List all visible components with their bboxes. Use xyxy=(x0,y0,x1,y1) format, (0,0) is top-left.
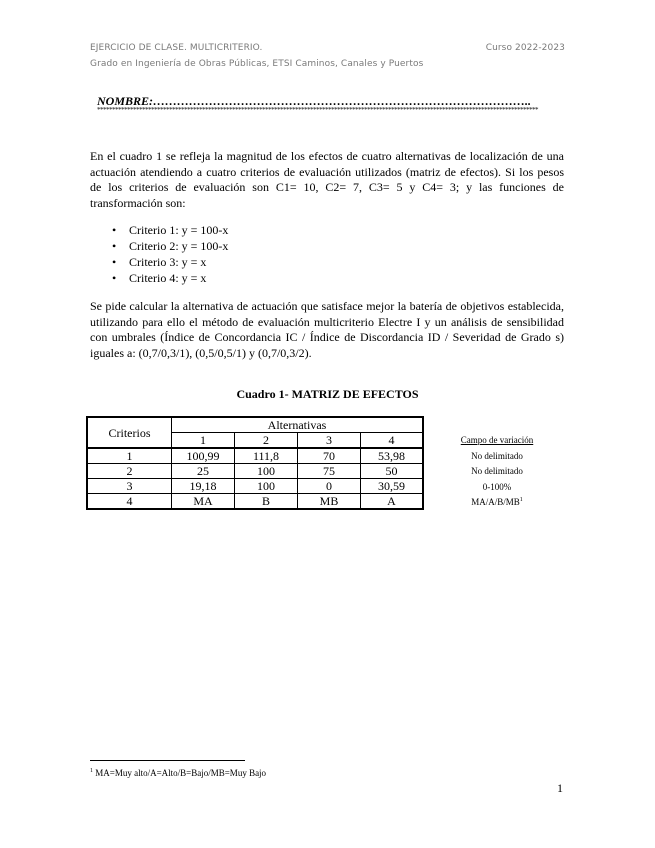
value-cell: B xyxy=(235,494,298,510)
value-cell: 100 xyxy=(235,479,298,494)
value-cell: 111,8 xyxy=(235,448,298,464)
task-paragraph: Se pide calcular la alternativa de actuación que satisface mejor la batería de objetivos establecida, utilizando para ello el método de evaluación multicriterio Electre I y un análisis de sensibilidad con umbrales (Índice de Concordancia IC / Índice de Discordancia ID / Severidad de Grado s) iguales a: (0,7/0,3/1), (0,5/0,5/1) y (0,7/0,3/2). xyxy=(90,299,564,360)
value-cell: MA xyxy=(172,494,235,510)
intro-paragraph: En el cuadro 1 se refleja la magnitud de los efectos de cuatro alternativas de localización de una actuación atendiendo a cuatro criterios de evaluación utilizados (matriz de efectos). Si los pesos de los criterios de evaluación son C1= 10, C2= 7, C3= 5 y C4= 3; y las funciones de transformación son: xyxy=(90,149,564,210)
bullet-icon: • xyxy=(112,239,117,253)
page-header xyxy=(90,40,565,72)
value-cell: 50 xyxy=(361,464,424,479)
alt-header: 3 xyxy=(298,433,361,449)
criterion-function: Criterio 1: y = 100-x xyxy=(129,223,229,237)
header-exercise-title: EJERCICIO DE CLASE. MULTICRITERIO. xyxy=(90,43,263,53)
variation-range-column xyxy=(446,433,548,511)
value-cell: 19,18 xyxy=(172,479,235,494)
criterios-header: Criterios xyxy=(87,417,172,448)
criterion-cell: 4 xyxy=(87,494,172,510)
criterion-cell: 2 xyxy=(87,464,172,479)
table-row xyxy=(87,448,423,464)
value-cell: A xyxy=(361,494,424,510)
footnote-divider xyxy=(90,760,245,761)
value-cell: 53,98 xyxy=(361,448,424,464)
list-item xyxy=(112,270,228,286)
criteria-functions-list xyxy=(112,222,228,286)
criterion-function: Criterio 2: y = 100-x xyxy=(129,239,229,253)
value-cell: 25 xyxy=(172,464,235,479)
value-cell: 70 xyxy=(298,448,361,464)
bullet-icon: • xyxy=(112,223,117,237)
effects-matrix-table xyxy=(86,416,424,510)
criterion-cell: 3 xyxy=(87,479,172,494)
criterion-function: Criterio 4: y = x xyxy=(129,271,207,285)
value-cell: 30,59 xyxy=(361,479,424,494)
value-cell: MB xyxy=(298,494,361,510)
value-cell: 75 xyxy=(298,464,361,479)
list-item xyxy=(112,238,228,254)
nombre-field-line: NOMBRE:………………………………………………………………………………….. xyxy=(97,94,532,108)
list-item xyxy=(112,254,228,270)
table-row xyxy=(87,464,423,479)
footnote xyxy=(90,768,266,778)
list-item xyxy=(112,222,228,238)
variation-range-value: No delimitado xyxy=(471,450,523,461)
table-row xyxy=(87,494,423,510)
alt-header: 4 xyxy=(361,433,424,449)
variation-range-header: Campo de variación xyxy=(460,435,534,445)
footnote-text: MA=Muy alto/A=Alto/B=Bajo/MB=Muy Bajo xyxy=(95,768,267,778)
variation-range-value: 0-100% xyxy=(482,481,512,492)
asterisk-divider: *************************************************************************************************************************************************** xyxy=(97,106,538,114)
bullet-icon: • xyxy=(112,271,117,285)
footnote-mark: 1 xyxy=(90,768,93,774)
header-degree: Grado en Ingeniería de Obras Públicas, ETSI Caminos, Canales y Puertos xyxy=(90,59,424,69)
alt-header: 1 xyxy=(172,433,235,449)
criterion-cell: 1 xyxy=(87,448,172,464)
value-cell: 0 xyxy=(298,479,361,494)
variation-range-value: MA/A/B/MB xyxy=(471,497,520,507)
alternativas-header: Alternativas xyxy=(172,417,424,433)
value-cell: 100,99 xyxy=(172,448,235,464)
variation-range-value: No delimitado xyxy=(471,466,523,476)
table-caption: Cuadro 1- MATRIZ DE EFECTOS xyxy=(236,387,419,401)
bullet-icon: • xyxy=(112,255,117,269)
table-header-row xyxy=(87,417,423,433)
value-cell: 100 xyxy=(235,464,298,479)
page-number: 1 xyxy=(557,781,563,795)
alt-header: 2 xyxy=(235,433,298,449)
criterion-function: Criterio 3: y = x xyxy=(129,255,207,269)
table-row xyxy=(87,479,423,494)
footnote-reference: 1 xyxy=(519,497,523,503)
variation-range-value-with-note xyxy=(446,495,548,511)
header-course: Curso 2022-2023 xyxy=(485,43,565,53)
